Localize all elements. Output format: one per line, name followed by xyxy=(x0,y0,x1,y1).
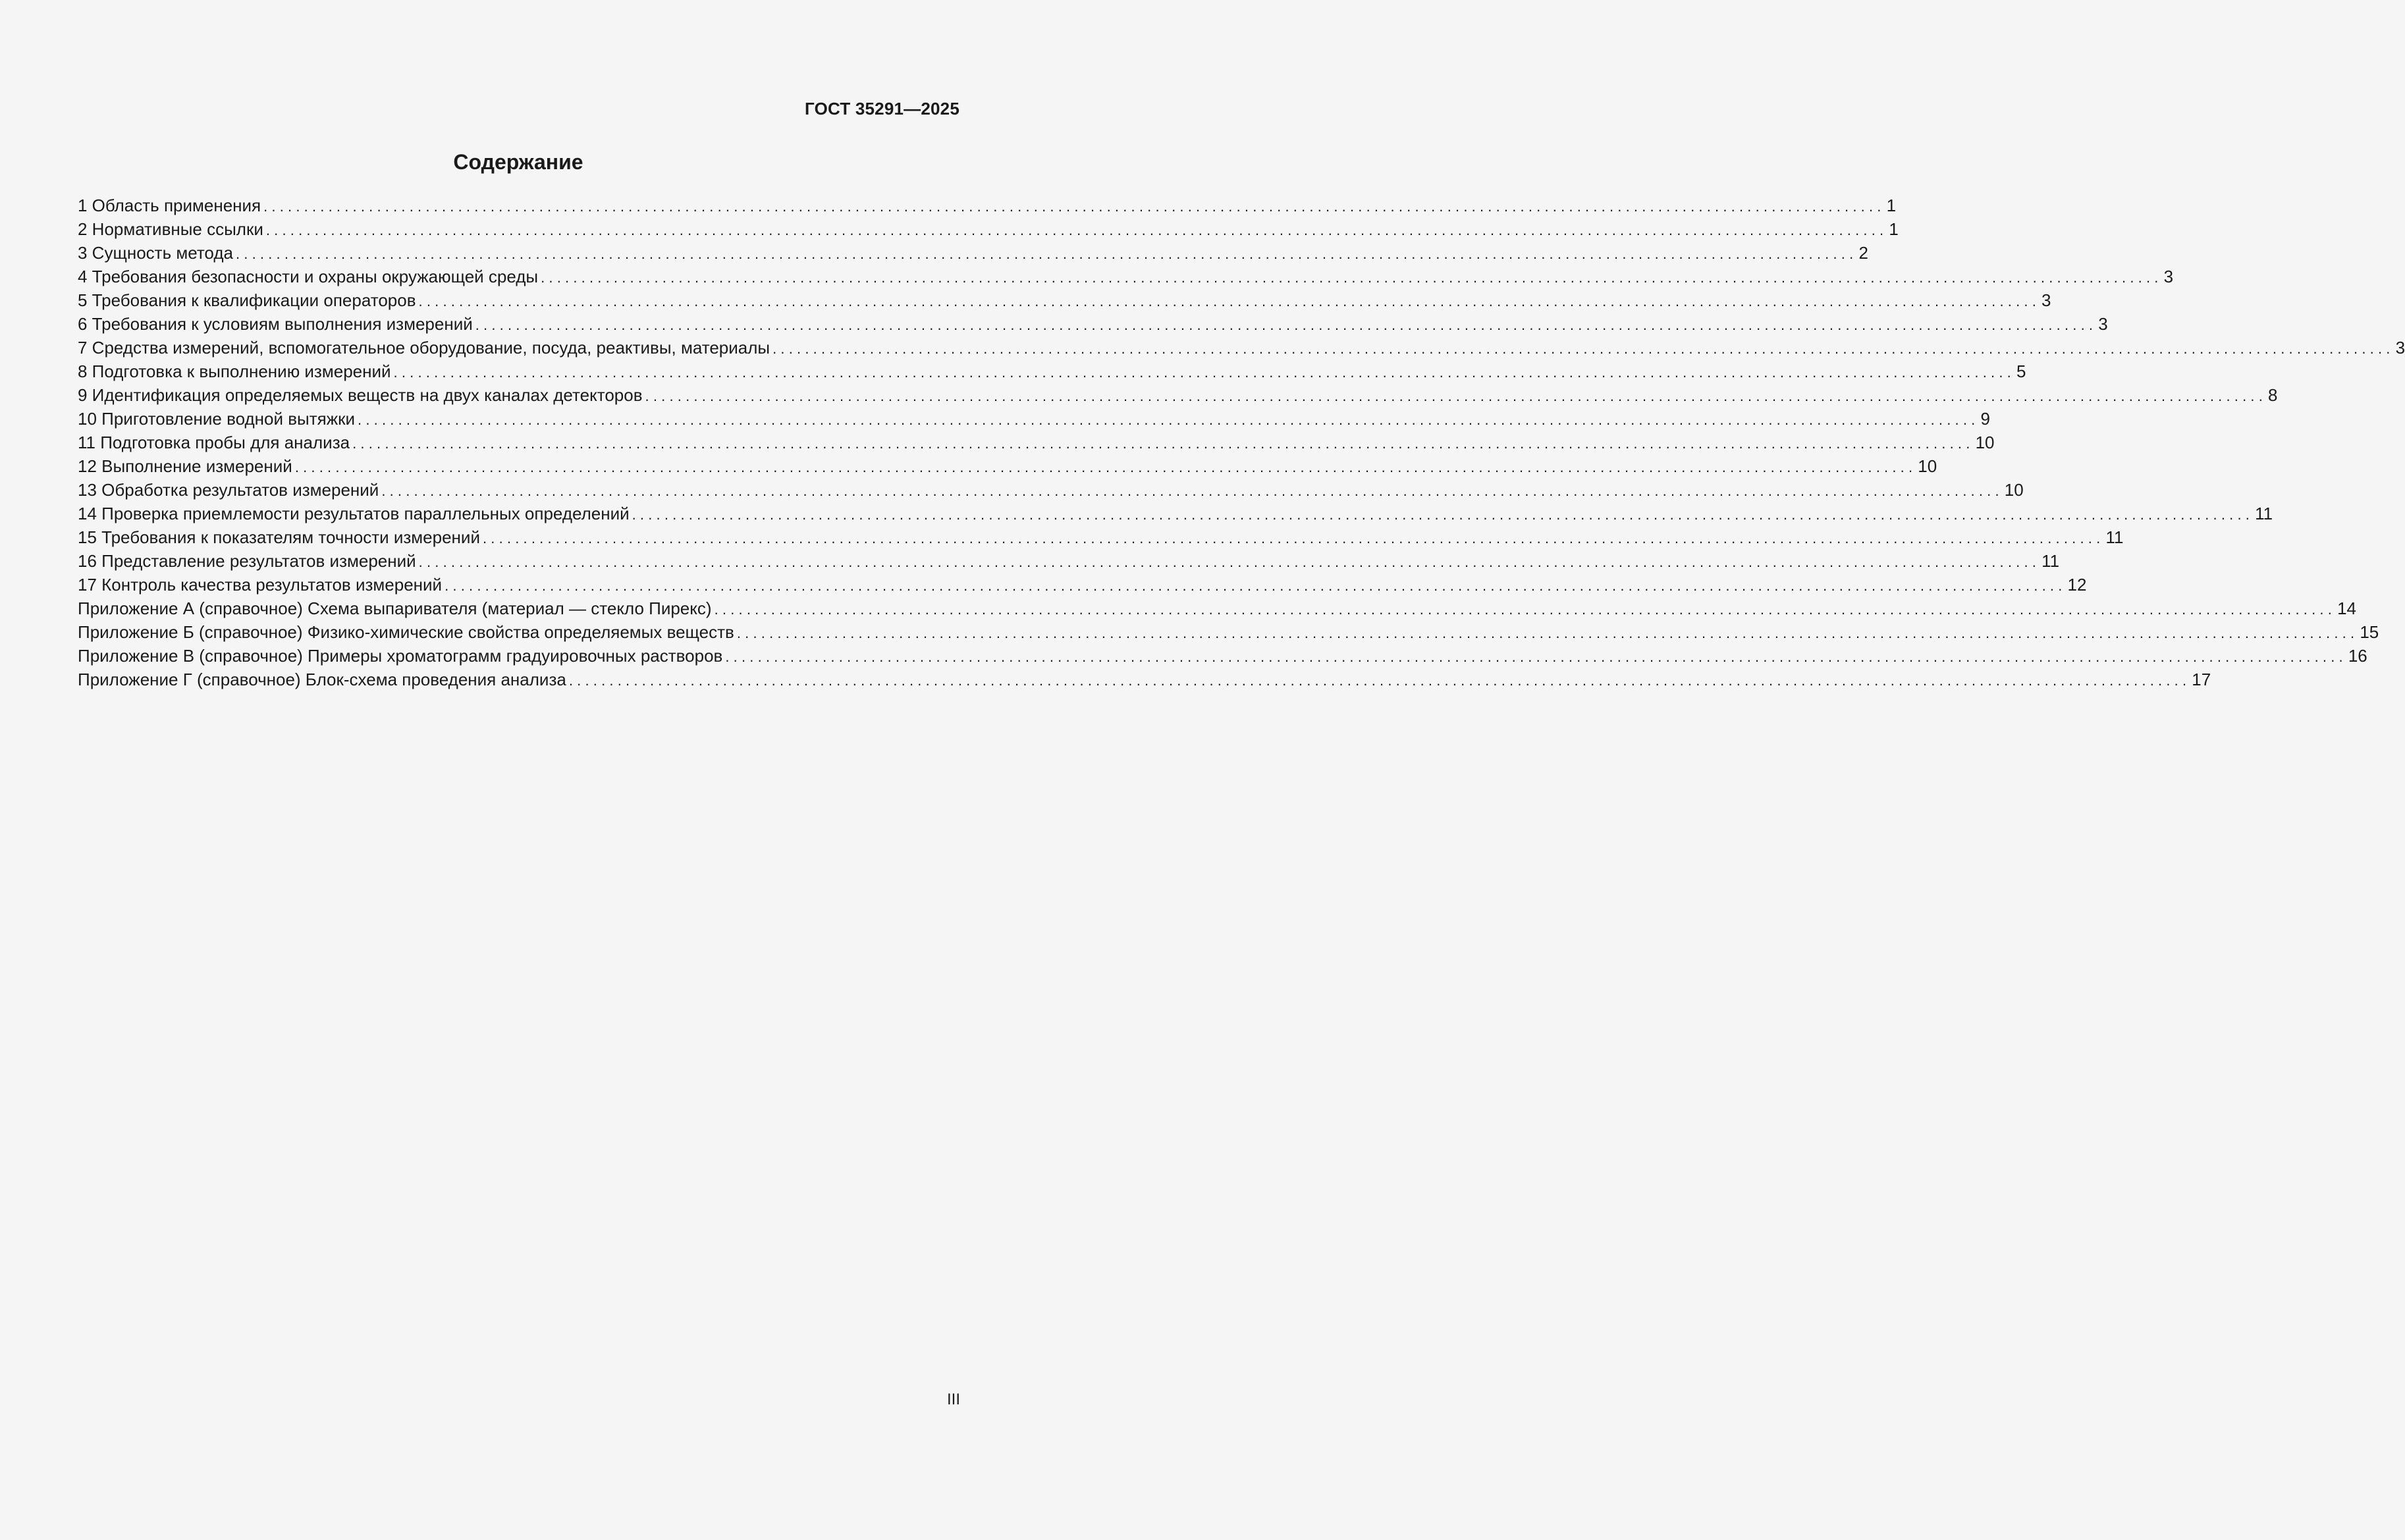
toc-entry[interactable] xyxy=(78,573,2087,597)
toc-entry-label: 8 Подготовка к выполнению измерений xyxy=(78,361,391,381)
toc-entry[interactable] xyxy=(78,620,2379,644)
toc-entry-label: 5 Требования к квалификации операторов xyxy=(78,290,416,310)
toc-entry[interactable] xyxy=(78,407,1990,431)
toc-entry[interactable] xyxy=(78,525,2124,549)
toc-dot-leader: ........................................................................................................................................................................................................ xyxy=(393,364,2015,381)
toc-dot-leader: ........................................................................................................................................................................................................ xyxy=(772,340,2394,357)
toc-entry-page: 3 xyxy=(2041,290,2051,310)
toc-dot-leader: ........................................................................................................................................................................................................ xyxy=(358,412,1980,428)
toc-entry-label: 16 Представление результатов измерений xyxy=(78,551,416,571)
toc-entry[interactable] xyxy=(78,549,2060,573)
toc-dot-leader: ........................................................................................................................................................................................................ xyxy=(714,601,2337,618)
table-of-contents xyxy=(78,194,2405,691)
toc-entry-page: 8 xyxy=(2268,385,2278,405)
toc-entry-page: 14 xyxy=(2337,598,2356,618)
toc-entry[interactable] xyxy=(78,312,2108,336)
toc-dot-leader: ........................................................................................................................................................................................................ xyxy=(294,459,1917,475)
toc-entry-page: 11 xyxy=(2041,551,2060,571)
toc-dot-leader: ........................................................................................................................................................................................................ xyxy=(541,269,2163,286)
toc-entry-page: 10 xyxy=(1975,433,1995,452)
toc-entry-page: 17 xyxy=(2192,670,2211,689)
toc-entry-page: 10 xyxy=(2004,480,2024,500)
toc-entry-label: 14 Проверка приемлемости результатов параллельных определений xyxy=(78,504,630,523)
toc-title: Содержание xyxy=(453,150,583,174)
toc-entry-page: 11 xyxy=(2105,527,2124,547)
toc-dot-leader: ........................................................................................................................................................................................................ xyxy=(736,625,2359,641)
toc-entry-page: 1 xyxy=(1889,219,1899,239)
toc-dot-leader: ........................................................................................................................................................................................................ xyxy=(632,506,2254,523)
toc-entry-label: 3 Сущность метода xyxy=(78,243,233,263)
toc-dot-leader: ........................................................................................................................................................................................................ xyxy=(445,577,2067,594)
toc-entry-label: 2 Нормативные ссылки xyxy=(78,219,263,239)
toc-entry-label: 9 Идентификация определяемых веществ на двух каналах детекторов xyxy=(78,385,643,405)
toc-entry-page: 3 xyxy=(2395,338,2405,358)
toc-dot-leader: ........................................................................................................................................................................................................ xyxy=(418,554,2041,570)
toc-entry-label: 4 Требования безопасности и охраны окружающей среды xyxy=(78,267,539,286)
toc-entry-label: 7 Средства измерений, вспомогательное оборудование, посуда, реактивы, материалы xyxy=(78,338,770,358)
toc-dot-leader: ........................................................................................................................................................................................................ xyxy=(352,435,1974,452)
toc-entry[interactable] xyxy=(78,336,2405,359)
toc-entry[interactable] xyxy=(78,644,2367,668)
toc-dot-leader: ........................................................................................................................................................................................................ xyxy=(725,649,2347,665)
document-code: ГОСТ 35291—2025 xyxy=(805,99,959,119)
toc-entry-label: Приложение Б (справочное) Физико-химические свойства определяемых веществ xyxy=(78,622,734,642)
toc-entry-page: 3 xyxy=(2163,267,2174,286)
toc-entry[interactable] xyxy=(78,478,2024,502)
toc-dot-leader: ........................................................................................................................................................................................................ xyxy=(265,222,1888,238)
toc-entry[interactable] xyxy=(78,454,1937,478)
toc-dot-leader: ........................................................................................................................................................................................................ xyxy=(263,198,1885,215)
toc-entry[interactable] xyxy=(78,502,2273,525)
toc-entry-label: Приложение А (справочное) Схема выпаривателя (материал — стекло Пирекс) xyxy=(78,598,712,618)
toc-entry-label: 17 Контроль качества результатов измерений xyxy=(78,575,443,595)
toc-entry-page: 12 xyxy=(2067,575,2087,595)
toc-entry-page: 9 xyxy=(1980,409,1990,429)
toc-entry[interactable] xyxy=(78,597,2356,620)
toc-entry-label: Приложение Г (справочное) Блок-схема проведения анализа xyxy=(78,670,566,689)
toc-entry-page: 1 xyxy=(1886,196,1897,215)
page-number: III xyxy=(946,1391,960,1408)
toc-dot-leader: ........................................................................................................................................................................................................ xyxy=(235,246,1858,262)
toc-entry-page: 11 xyxy=(2255,504,2273,523)
toc-entry-label: Приложение В (справочное) Примеры хроматограмм градуировочных растворов xyxy=(78,646,723,666)
toc-dot-leader: ........................................................................................................................................................................................................ xyxy=(418,293,2041,309)
toc-entry-label: 11 Подготовка пробы для анализа xyxy=(78,433,350,452)
toc-entry-page: 3 xyxy=(2098,314,2108,334)
toc-entry[interactable] xyxy=(78,265,2174,288)
toc-entry-page: 16 xyxy=(2348,646,2367,666)
toc-entry-page: 15 xyxy=(2360,622,2379,642)
toc-entry[interactable] xyxy=(78,288,2051,312)
toc-entry[interactable] xyxy=(78,668,2211,691)
toc-dot-leader: ........................................................................................................................................................................................................ xyxy=(475,317,2097,333)
toc-entry-label: 15 Требования к показателям точности измерений xyxy=(78,527,480,547)
toc-entry[interactable] xyxy=(78,217,1899,241)
toc-entry-label: 12 Выполнение измерений xyxy=(78,456,292,476)
toc-entry-label: 13 Обработка результатов измерений xyxy=(78,480,379,500)
toc-entry[interactable] xyxy=(78,194,1897,217)
toc-entry[interactable] xyxy=(78,431,1995,454)
toc-entry-label: 1 Область применения xyxy=(78,196,261,215)
toc-entry-label: 10 Приготовление водной вытяжки xyxy=(78,409,356,429)
toc-entry[interactable] xyxy=(78,383,2278,407)
toc-dot-leader: ........................................................................................................................................................................................................ xyxy=(568,672,2191,689)
toc-entry-label: 6 Требования к условиям выполнения измерений xyxy=(78,314,473,334)
toc-entry-page: 2 xyxy=(1858,243,1868,263)
toc-entry-page: 10 xyxy=(1918,456,1937,476)
toc-entry-page: 5 xyxy=(2016,361,2026,381)
toc-dot-leader: ........................................................................................................................................................................................................ xyxy=(645,388,2267,404)
toc-entry[interactable] xyxy=(78,241,1868,265)
toc-entry[interactable] xyxy=(78,359,2026,383)
toc-dot-leader: ........................................................................................................................................................................................................ xyxy=(381,483,2003,499)
toc-dot-leader: ........................................................................................................................................................................................................ xyxy=(482,530,2105,546)
